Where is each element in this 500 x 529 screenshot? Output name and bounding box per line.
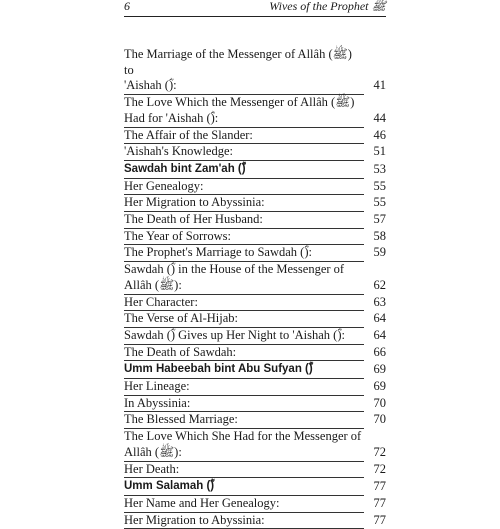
toc-entry-page: 77 (373, 512, 386, 527)
page-header (124, 0, 386, 17)
toc-entry-line: 'Aishah's Knowledge: (124, 144, 234, 159)
toc-entry-title (124, 513, 265, 527)
toc-entry-line: Umm Habeebah bint Abu Sufyan (ؓ) (124, 363, 313, 376)
page-number: 6 (124, 0, 130, 13)
toc-entry[interactable] (124, 47, 386, 95)
toc-entry-line: The Year of Sorrows: (124, 228, 231, 243)
toc-entry-line: Her Character: (124, 294, 198, 309)
toc-entry-title (124, 328, 345, 342)
toc-entry-title (124, 128, 253, 142)
toc-entry[interactable] (124, 412, 386, 429)
toc-entry-line: The Marriage of the Messenger of Allâh (ﷺ) to (124, 47, 352, 77)
toc-entry-line: Umm Salamah (ؓ) (124, 480, 215, 493)
toc-entry-page: 72 (373, 461, 386, 476)
toc-entry[interactable] (124, 395, 386, 413)
toc-entry-page: 70 (373, 412, 386, 427)
toc-entry-page: 51 (373, 144, 386, 159)
toc-entry-page: 57 (373, 212, 386, 227)
toc-entry-line: Allâh (ﷺ): (124, 445, 364, 462)
toc-entry-page: 77 (373, 479, 386, 494)
toc-entry[interactable] (124, 327, 386, 345)
toc-entry-line: Her Migration to Abyssinia: (124, 195, 265, 210)
toc-entry-line: Her Name and Her Genealogy: (124, 495, 280, 510)
toc-entry-page: 59 (373, 245, 386, 260)
toc-entry-title (124, 179, 203, 193)
toc-entry-page: 70 (373, 395, 386, 410)
toc-entry[interactable] (124, 127, 386, 145)
toc-entry-title (124, 480, 214, 492)
toc-section-heading[interactable] (124, 361, 386, 379)
toc-entry-line: The Death of Her Husband: (124, 212, 263, 227)
toc-entry-line: Sawdah (ؓ) Gives up Her Night to 'Aishah (ؓ): (124, 327, 345, 342)
toc-entry-title (124, 496, 280, 510)
toc-entry-line: The Love Which the Messenger of Allâh (ﷺ) (124, 95, 355, 110)
toc-entry-line: Allâh (ﷺ): (124, 278, 364, 295)
toc-entry-title (124, 429, 386, 461)
toc-entry[interactable] (124, 429, 386, 461)
toc-entry-page: 55 (373, 195, 386, 210)
toc-entry-title (124, 195, 265, 209)
toc-entry[interactable] (124, 144, 386, 161)
running-title: Wives of the Prophet ﷺ (269, 0, 386, 13)
toc-entry[interactable] (124, 379, 386, 396)
table-of-contents (124, 47, 386, 529)
toc-entry-page: 53 (373, 161, 386, 176)
toc-entry[interactable] (124, 461, 386, 479)
toc-section-heading[interactable] (124, 478, 386, 496)
toc-section-heading[interactable] (124, 161, 386, 179)
toc-entry-page: 58 (373, 228, 386, 243)
toc-entry-title (124, 345, 236, 359)
toc-entry-page: 64 (373, 311, 386, 326)
toc-entry[interactable] (124, 294, 386, 312)
toc-entry-page: 46 (373, 127, 386, 142)
toc-entry-page: 64 (373, 327, 386, 342)
toc-entry-page: 63 (373, 294, 386, 309)
toc-entry[interactable] (124, 212, 386, 229)
toc-entry-page: 66 (373, 344, 386, 359)
toc-entry-page: 77 (373, 495, 386, 510)
toc-entry-title (124, 396, 190, 410)
toc-entry-title (124, 311, 238, 325)
toc-entry[interactable] (124, 311, 386, 328)
toc-entry-line: 'Aishah (ؓ): (124, 78, 364, 95)
toc-entry-title (124, 163, 246, 175)
toc-entry[interactable] (124, 95, 386, 127)
toc-entry[interactable] (124, 262, 386, 294)
toc-entry-page: 44 (373, 110, 386, 125)
toc-entry[interactable] (124, 178, 386, 196)
toc-entry-title (124, 95, 386, 127)
toc-entry-line: The Affair of the Slander: (124, 127, 253, 142)
toc-entry-line: The Love Which She Had for the Messenger of (124, 429, 362, 444)
toc-entry-line: Sawdah bint Zam'ah (ؓ) (124, 162, 246, 175)
toc-entry[interactable] (124, 495, 386, 513)
toc-entry-page: 72 (373, 444, 386, 459)
toc-entry-title (124, 262, 386, 294)
toc-entry-page: 69 (373, 379, 386, 394)
toc-entry-title (124, 47, 386, 95)
toc-entry[interactable] (124, 228, 386, 246)
toc-entry-line: Her Genealogy: (124, 178, 204, 193)
toc-entry-line: In Abyssinia: (124, 395, 191, 410)
toc-entry-line: The Blessed Marriage: (124, 412, 238, 427)
toc-entry-line: The Prophet's Marriage to Sawdah (ؓ): (124, 245, 312, 260)
toc-entry-title (124, 363, 313, 375)
toc-entry-line: Had for 'Aishah (ؓ): (124, 111, 364, 128)
toc-entry-page: 62 (373, 277, 386, 292)
toc-entry[interactable] (124, 344, 386, 362)
toc-entry[interactable] (124, 245, 386, 262)
toc-entry-line: Her Lineage: (124, 379, 190, 394)
toc-entry-page: 55 (373, 178, 386, 193)
toc-entry-title (124, 229, 231, 243)
toc-entry-title (124, 245, 312, 259)
toc-entry-line: Her Death: (124, 461, 180, 476)
toc-entry-title (124, 144, 233, 158)
toc-entry-title (124, 379, 190, 393)
toc-entry-line: The Death of Sawdah: (124, 344, 237, 359)
toc-entry-page: 69 (373, 362, 386, 377)
toc-entry-line: The Verse of Al-Hijab: (124, 311, 238, 326)
toc-entry-title (124, 212, 263, 226)
toc-entry-title (124, 462, 179, 476)
toc-entry-title (124, 295, 198, 309)
toc-entry-page: 41 (373, 78, 386, 93)
toc-entry-line: Sawdah (ؓ) in the House of the Messenger of (124, 262, 345, 277)
toc-entry[interactable] (124, 195, 386, 212)
toc-entry[interactable] (124, 512, 386, 529)
toc-entry-title (124, 412, 238, 426)
toc-entry-line: Her Migration to Abyssinia: (124, 512, 265, 527)
